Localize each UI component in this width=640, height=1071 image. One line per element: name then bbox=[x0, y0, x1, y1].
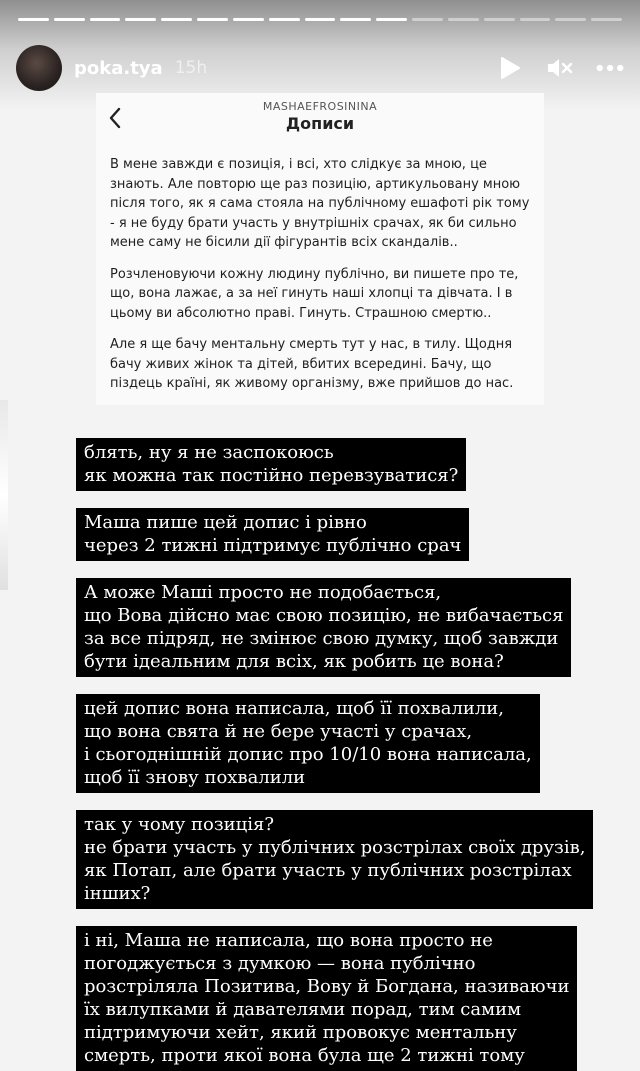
progress-segment bbox=[555, 18, 586, 21]
progress-segment bbox=[591, 18, 622, 21]
progress-segment bbox=[484, 18, 515, 21]
text-sticker: цей допис вона написала, щоб її похвалили, що вона свята й не бере участі у срачах, і сьогоднішній допис про 10/10 вона написала, щоб її знову похвалили bbox=[76, 694, 540, 793]
progress-segment bbox=[125, 18, 156, 21]
post-body bbox=[110, 155, 530, 406]
more-icon[interactable] bbox=[596, 54, 624, 82]
progress-segment bbox=[305, 18, 336, 21]
progress-segment bbox=[161, 18, 192, 21]
story-controls bbox=[496, 54, 624, 82]
post-paragraph: Розчленовуючи кожну людину публічно, ви пишете про те, що, вона лажає, а за неї гинуть наші хлопці та дівчата. І в цьому ви абсолютно праві. Гинуть. Страшною смертю.. bbox=[110, 266, 519, 321]
progress-segment bbox=[412, 18, 443, 21]
progress-segment bbox=[197, 18, 228, 21]
avatar[interactable] bbox=[16, 45, 62, 91]
text-sticker: так у чому позиція? не брати участь у публічних розстрілах своїх друзів, як Потап, але брати участь у публічних розстрілах інших? bbox=[76, 810, 593, 909]
progress-segment bbox=[18, 18, 49, 21]
mute-icon[interactable] bbox=[546, 54, 574, 82]
progress-segment bbox=[448, 18, 479, 21]
post-account-name: MASHAEFROSININA bbox=[262, 100, 378, 113]
post-page-title: Дописи bbox=[285, 114, 355, 133]
text-sticker: блять, ну я не заспокоюсь як можна так постійно перевзуватися? bbox=[76, 438, 466, 491]
post-paragraph: Але я ще бачу ментальну смерть тут у нас, в тилу. Щодня бачу живих жінок та дітей, вбитих всередині. Бачу, що піздець країні, як живому організму, вже прийшов до нас. bbox=[110, 337, 514, 391]
story-header bbox=[16, 44, 624, 92]
text-sticker: Маша пише цей допис і рівно через 2 тижні підтримує публічно срач bbox=[76, 508, 469, 561]
background-edge bbox=[0, 400, 8, 590]
username[interactable]: poka.tya bbox=[74, 57, 163, 79]
progress-segment bbox=[340, 18, 371, 21]
story-progress-bar bbox=[18, 18, 622, 22]
progress-segment bbox=[376, 18, 407, 21]
progress-segment bbox=[520, 18, 551, 21]
post-screenshot bbox=[96, 93, 544, 405]
progress-segment bbox=[90, 18, 121, 21]
text-sticker: і ні, Маша не написала, що вона просто не погоджується з думкою — вона публічно розстріляла Позитива, Вову й Богдана, називаючи їх вилупками й давателями порад, тим самим підтримуючи хейт, який провокує ментальну смерть, проти якої вона була ще 2 тижні тому bbox=[76, 926, 577, 1071]
text-sticker: А може Маші просто не подобається, що Вова дійсно має свою позицію, не вибачається за все підряд, не змінює свою думку, щоб завжди бути ідеальним для всіх, як робить це вона? bbox=[76, 578, 571, 677]
progress-segment bbox=[269, 18, 300, 21]
post-time: 15h bbox=[174, 58, 208, 78]
play-icon[interactable] bbox=[496, 54, 524, 82]
progress-segment bbox=[54, 18, 85, 21]
progress-segment bbox=[233, 18, 264, 21]
post-paragraph: В мене завжди є позиція, і всі, хто слідкує за мною, це знають. Але повторю ще раз позицію, артикульовану мною після того, як я сама стояла на публічному ешафоті рік тому - я не буду брати участь у внутрішніх срачах, як би сильно мене саму не бісили дії фігурантів всіх скандалів.. bbox=[110, 157, 530, 250]
